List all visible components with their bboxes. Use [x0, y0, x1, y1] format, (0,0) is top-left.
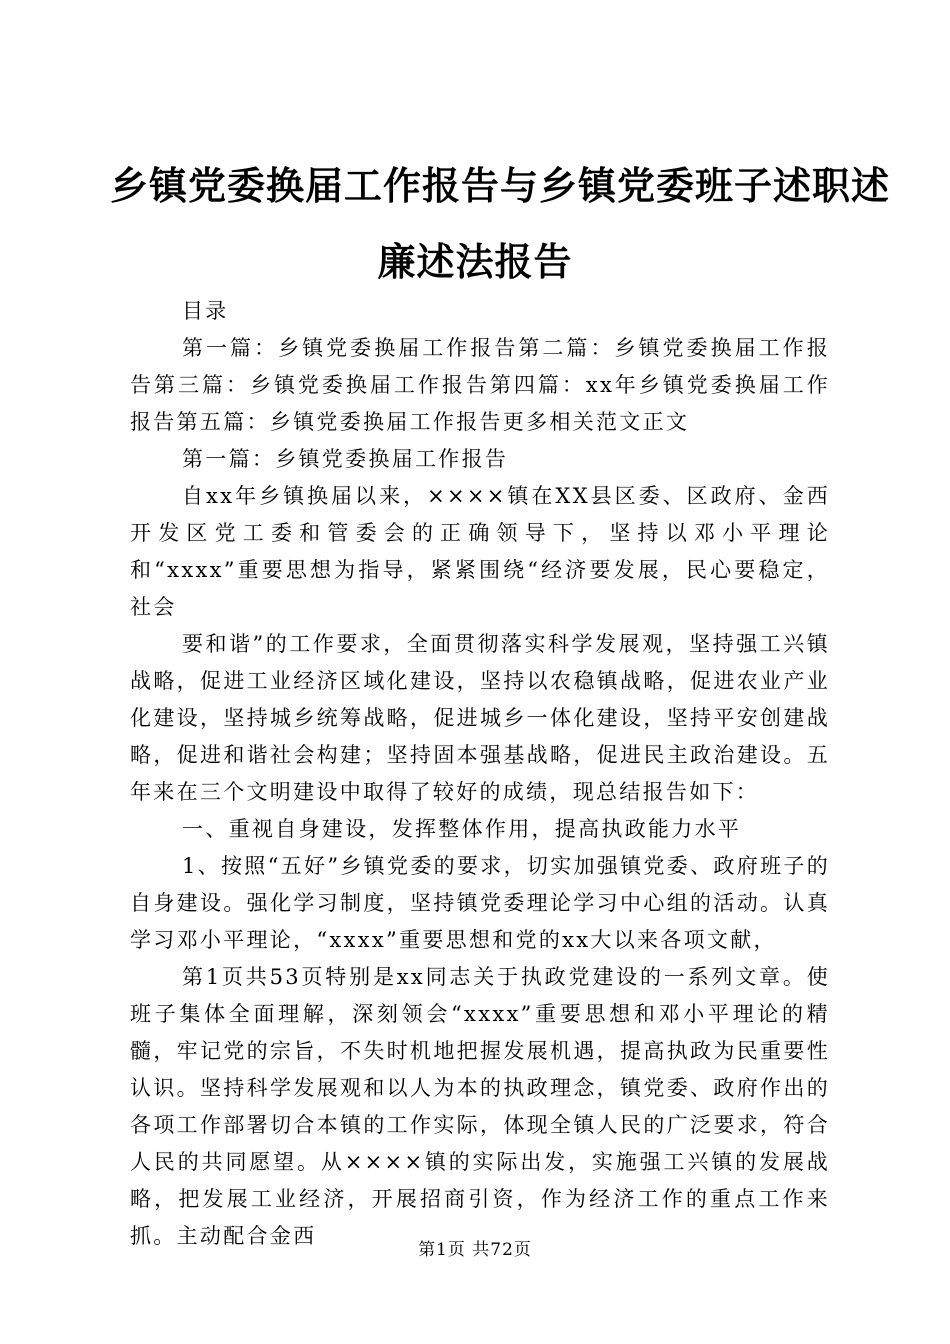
body-paragraph: 第1页共53页特别是xx同志关于执政党建设的一系列文章。使班子集体全面理解，深刻领会“xxxx”重要思想和邓小平理论的精髓，牢记党的宗旨，不失时机地把握发展机遇，提高执政为民重要性认识。坚持科学发展观和以人为本的执政理念，镇党委、政府作出的各项工作部署切合本镇的工作实际，体现全镇人民的广泛要求，符合人民的共同愿望。从××××镇的实际出发，实施强工兴镇的发展战略，把发展工业经济，开展招商引资，作为经济工作的重点工作来抓。主动配合金西: [130, 965, 830, 1248]
subsection-heading: 一、重视自身建设，发挥整体作用，提高执政能力水平: [182, 817, 742, 841]
body-paragraph: 1、按照“五好”乡镇党委的要求，切实加强镇党委、政府班子的自身建设。强化学习制度，坚持镇党委理论学习中心组的活动。认真学习邓小平理论，“xxxx”重要思想和党的xx大以来各项文献，: [130, 854, 830, 952]
document-title-line-2: 廉述法报告: [377, 240, 573, 284]
toc-heading: 目录: [182, 299, 229, 323]
page-footer: 第1页 共72页: [418, 1240, 532, 1260]
body-paragraph: 要和谐”的工作要求，全面贯彻落实科学发展观，坚持强工兴镇战略，促进工业经济区域化建设，坚持以农稳镇战略，促进农业产业化建设，坚持城乡统筹战略，促进城乡一体化建设，坚持平安创建战略，促进和谐社会构建；坚持固本强基战略，促进民主政治建设。五年来在三个文明建设中取得了较好的成绩，现总结报告如下：: [130, 632, 830, 804]
toc-entries: 第一篇：乡镇党委换届工作报告第二篇：乡镇党委换届工作报告第三篇：乡镇党委换届工作报告第四篇：xx年乡镇党委换届工作报告第五篇：乡镇党委换届工作报告更多相关范文正文: [130, 336, 830, 434]
document-body: [130, 293, 830, 1255]
body-paragraph: 自xx年乡镇换届以来，××××镇在XX县区委、区政府、金西开发区党工委和管委会的正确领导下，坚持以邓小平理论和“xxxx”重要思想为指导，紧紧围绕“经济要发展，民心要稳定，社会: [130, 484, 830, 619]
document-title-line-1: 乡镇党委换届工作报告与乡镇党委班子述职述: [110, 164, 891, 208]
section-heading: 第一篇：乡镇党委换届工作报告: [182, 447, 509, 471]
